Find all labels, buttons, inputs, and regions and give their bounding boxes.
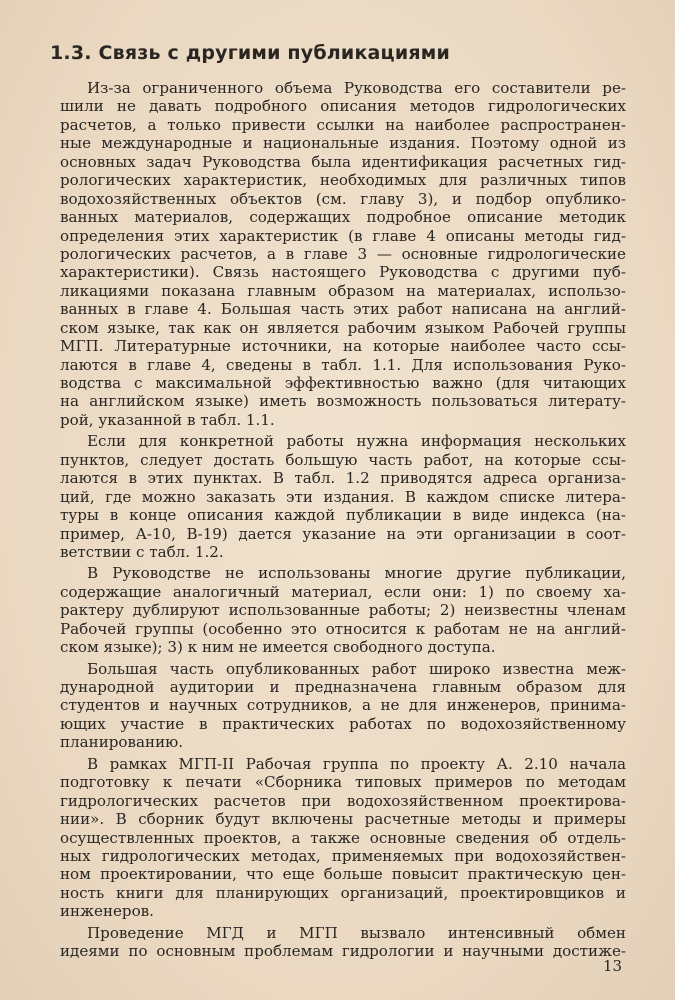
text-line: ванных в главе 4. Большая часть этих работ написана на англий-	[60, 300, 626, 319]
section-heading: 1.3. Связь с другими публикациями	[50, 42, 450, 64]
text-line: подготовку к печати «Сборника типовых примеров по методам	[60, 773, 626, 792]
text-line: ющих участие в практических работах по водохозяйственному	[60, 714, 626, 733]
text-line: пример, А-10, В-19) дается указание на эти организации в соот-	[60, 524, 626, 543]
text-line: лаются в главе 4, сведены в табл. 1.1. Для использования Руко-	[60, 355, 626, 374]
text-line: дународной аудитории и предназначена главным образом для	[60, 678, 626, 696]
text-line: студентов и научных сотрудников, а не для инженеров, принима-	[60, 696, 626, 715]
paragraph	[60, 432, 626, 561]
text-line: лаются в этих пунктах. В табл. 1.2 приводятся адреса организа-	[60, 469, 626, 488]
text-line: ликациями показана главным образом на материалах, использо-	[60, 281, 626, 300]
text-line: рой, указанной в табл. 1.1.	[60, 410, 275, 429]
text-line: ванных материалов, содержащих подробное описание методик	[60, 208, 626, 227]
text-line: ском языке, так как он является рабочим языком Рабочей группы	[60, 318, 626, 337]
text-line: МГП. Литературные источники, на которые наиболее часто ссы-	[60, 337, 626, 356]
text-line: Рабочей группы (особенно это относится к работам не на англий-	[60, 619, 626, 638]
text-line: определения этих характеристик (в главе 4 описаны методы гид-	[60, 226, 626, 245]
text-line: ном проектировании, что еще больше повысит практическую цен-	[60, 865, 626, 884]
text-line: В Руководстве не использованы многие другие публикации,	[87, 564, 626, 583]
text-line: ные международные и национальные издания. Поэтому одной из	[60, 134, 626, 153]
text-line: ском языке); 3) к ним не имеется свободного доступа.	[60, 638, 496, 657]
text-line: ных гидрологических методах, применяемых при водохозяйствен-	[60, 846, 626, 865]
paragraph	[60, 79, 626, 429]
text-line: Если для конкретной работы нужна информация нескольких	[87, 432, 626, 451]
text-line: В рамках МГП-II Рабочая группа по проекту А. 2.10 начала	[87, 754, 626, 773]
text-line: идеями по основным проблемам гидрологии и научными достиже-	[60, 942, 626, 961]
text-line: инженеров.	[60, 902, 154, 921]
text-line: рактеру дублируют использованные работы; 2) неизвестны членам	[60, 601, 626, 620]
text-line: нии». В сборник будут включены расчетные методы и примеры	[60, 810, 626, 829]
body-text	[60, 79, 626, 964]
text-line: водохозяйственных объектов (см. главу 3), и подбор опублико-	[60, 189, 626, 208]
text-line: характеристики). Связь настоящего Руководства с другими пуб-	[60, 263, 626, 282]
page-number: 13	[603, 957, 623, 975]
text-line: рологических характеристик, необходимых для различных типов	[60, 171, 626, 190]
text-line: туры в конце описания каждой публикации в виде индекса (на-	[60, 506, 626, 525]
text-line: расчетов, а только привести ссылки на наиболее распространен-	[60, 115, 626, 134]
text-line: основных задач Руководства была идентификация расчетных гид-	[60, 152, 626, 171]
text-line: шили не давать подробного описания методов гидрологических	[60, 97, 626, 116]
paragraph	[60, 924, 626, 961]
text-line: ций, где можно заказать эти издания. В каждом списке литера-	[60, 487, 626, 506]
text-line: осуществленных проектов, а также основные сведения об отдель-	[60, 828, 626, 847]
text-line: водства с максимальной эффективностью важно (для читающих	[60, 374, 626, 392]
text-line: ветствии с табл. 1.2.	[60, 542, 224, 561]
paragraph	[60, 564, 626, 656]
text-line: Из-за ограниченного объема Руководства его составители ре-	[87, 79, 626, 97]
text-line: Большая часть опубликованных работ широко известна меж-	[87, 659, 626, 678]
text-line: содержащие аналогичный материал, если они: 1) по своему ха-	[60, 582, 626, 601]
text-line: планированию.	[60, 733, 184, 752]
text-line: гидрологических расчетов при водохозяйственном проектирова-	[60, 791, 626, 810]
text-line: ность книги для планирующих организаций, проектировщиков и	[60, 883, 626, 902]
paragraph	[60, 755, 626, 921]
text-line: пунктов, следует достать большую часть работ, на которые ссы-	[60, 450, 626, 469]
text-line: на английском языке) иметь возможность пользоваться литерату-	[60, 392, 626, 411]
text-line: Проведение МГД и МГП вызвало интенсивный обмен	[87, 923, 626, 942]
text-line: рологических расчетов, а в главе 3 — основные гидрологические	[60, 244, 626, 263]
paragraph	[60, 660, 626, 752]
